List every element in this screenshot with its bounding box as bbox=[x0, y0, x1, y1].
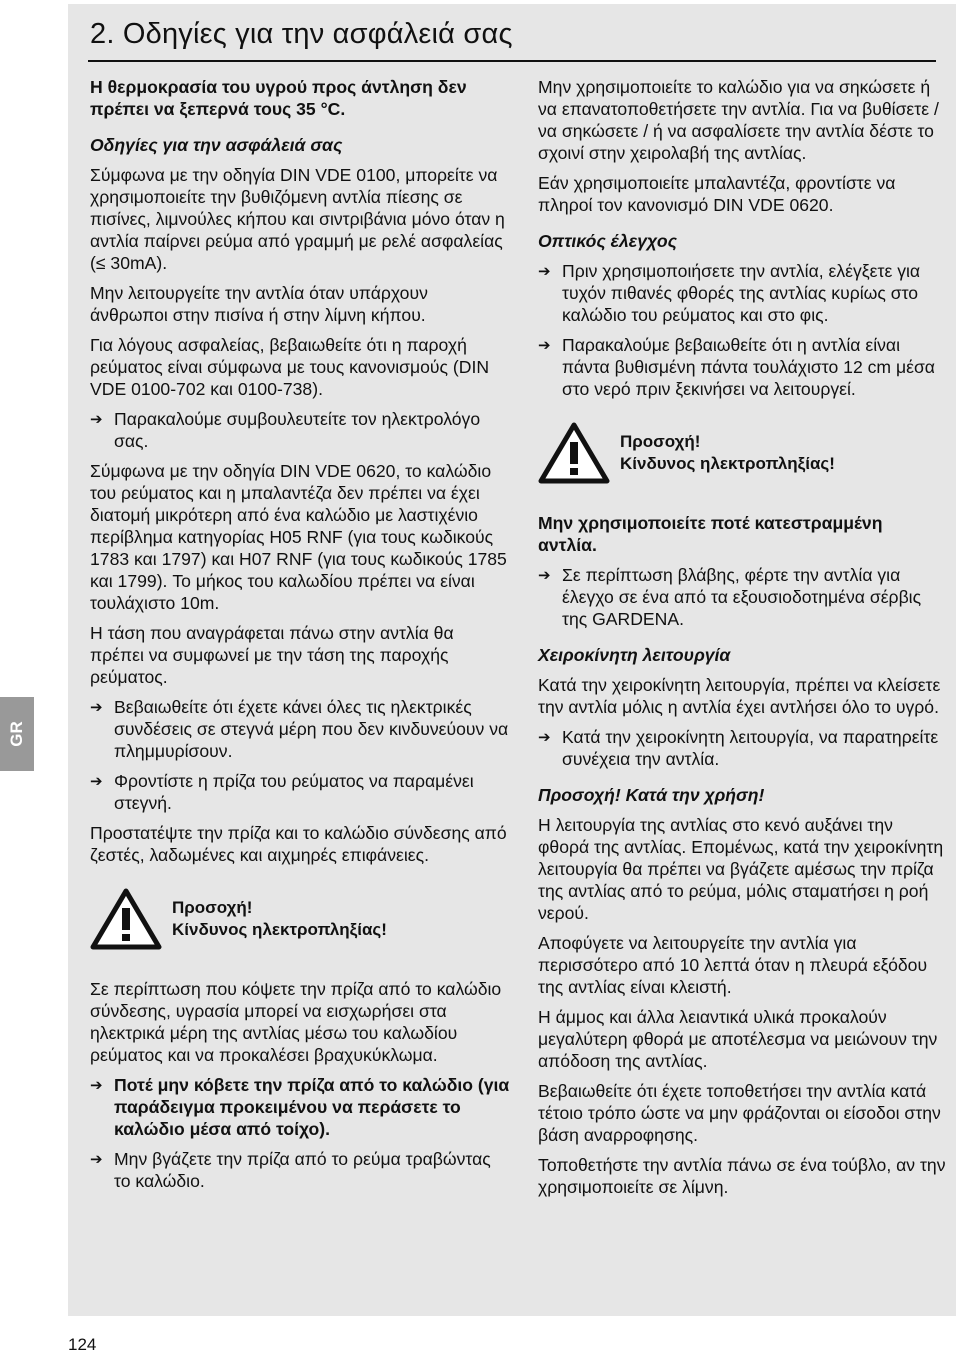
arrow-icon: ➔ bbox=[538, 567, 551, 584]
arrow-item: ➔ Παρακαλούμε βεβαιωθείτε ότι η αντλία είναι πάντα βυθισμένη πάντα τουλάχιστο 12 cm μέσα στο νερό πριν ξεκινήσει να λειτουργεί. bbox=[538, 335, 935, 399]
warning-subtitle: Κίνδυνος ηλεκτροπληξίας! bbox=[172, 920, 387, 939]
paragraph: Για λόγους ασφαλείας, βεβαιωθείτε ότι η παροχή ρεύματος είναι σύμφωνα με τους κανονισμούς (DIN VDE 0100-702 και 0100-738). bbox=[90, 335, 490, 399]
paragraph: Μην χρησιμοποιείτε το καλώδιο για να σηκώσετε ή να επανατοποθετήσετε την αντλία. Για να βυθίσετε / να σηκώσετε / ή να ασφαλίσετε την αντλία δέστε το σχοινί στην χειρολαβή της αντλίας. bbox=[538, 77, 939, 163]
language-tab-label: GR bbox=[7, 721, 26, 747]
arrow-icon: ➔ bbox=[538, 337, 551, 354]
paragraph: Κατά την χειροκίνητη λειτουργία, πρέπει να κλείσετε την αντλία μόλις η αντλία έχει αντλήσει όλο το υγρό. bbox=[538, 675, 941, 717]
warning-subtitle: Κίνδυνος ηλεκτροπληξίας! bbox=[620, 454, 835, 473]
left-column bbox=[90, 76, 510, 1200]
paragraph: Η λειτουργία της αντλίας στο κενό αυξάνει την φθορά της αντλίας. Επομένως, κατά την χειροκίνητη λειτουργία θα πρέπει να βγάζετε αμέσως την πρίζα της αντλίας από το ρεύμα, μόλις σταματήσει η ροή νερού. bbox=[538, 815, 944, 923]
warning-triangle-icon bbox=[538, 422, 610, 484]
arrow-item: ➔ Πριν χρησιμοποιήσετε την αντλία, ελέγξετε για τυχόν πιθανές φθορές της αντλίας κυρίως στο καλώδιο του ρεύματος και στο φις. bbox=[538, 261, 921, 325]
paragraph: Η τάση που αναγράφεται πάνω στην αντλία θα πρέπει να συμφωνεί με την τάση της παροχής ρεύματος. bbox=[90, 623, 454, 687]
arrow-icon: ➔ bbox=[90, 411, 103, 428]
section-heading-caution-use: Προσοχή! Κατά την χρήση! bbox=[538, 785, 765, 805]
warning-block bbox=[538, 422, 946, 484]
section-heading-safety: Οδηγίες για την ασφάλειά σας bbox=[90, 135, 343, 155]
section-heading-manual-operation: Χειροκίνητη λειτουργία bbox=[538, 645, 731, 665]
arrow-item: ➔ Κατά την χειροκίνητη λειτουργία, να παρατηρείτε συνέχεια την αντλία. bbox=[538, 727, 939, 769]
right-column bbox=[538, 76, 946, 1206]
arrow-item: ➔ Ποτέ μην κόβετε την πρίζα από το καλώδιο (για παράδειγμα προκειμένου να περάσετε το καλώδιο μέσα από τοίχο). bbox=[90, 1075, 510, 1139]
arrow-icon: ➔ bbox=[538, 263, 551, 280]
arrow-item: ➔ Βεβαιωθείτε ότι έχετε κάνει όλες τις ηλεκτρικές συνδέσεις σε στεγνά μέρη που δεν κινδυνεύουν να πλημμυρίσουν. bbox=[90, 697, 509, 761]
paragraph: Σύμφωνα με την οδηγία DIN VDE 0100, μπορείτε να χρησιμοποιείτε την βυθιζόμενη αντλία πίεσης σε πισίνες, λιμνούλες κήπου και σιντριβάνια μόνο όταν η αντλία παίρνει ρεύμα από γραμμή με ρελέ ασφαλείας (≤ 30mA). bbox=[90, 165, 505, 273]
page-number: 124 bbox=[68, 1335, 97, 1354]
arrow-item: ➔ Σε περίπτωση βλάβης, φέρτε την αντλία για έλεγχο σε ένα από τα εξουσιοδοτημένα σέρβις της GARDENA. bbox=[538, 565, 922, 629]
warning-title: Προσοχή! bbox=[620, 432, 701, 451]
paragraph: Σε περίπτωση που κόψετε την πρίζα από το καλώδιο σύνδεσης, υγρασία μπορεί να εισχωρήσει στα ηλεκτρικά μέρη της αντλίας μέσω του καλωδίου ρεύματος και να προκαλέσει βραχυκύκλωμα. bbox=[90, 979, 502, 1065]
arrow-item: ➔ Παρακαλούμε συμβουλευτείτε τον ηλεκτρολόγο σας. bbox=[90, 409, 481, 451]
paragraph: Βεβαιωθείτε ότι έχετε τοποθετήσει την αντλία κατά τέτοιο τρόπο ώστε να μην φράζονται οι είσοδοι στην βάση αναρροφησης. bbox=[538, 1081, 941, 1145]
arrow-icon: ➔ bbox=[538, 729, 551, 746]
section-heading-visual-check: Οπτικός έλεγχος bbox=[538, 231, 678, 251]
paragraph: Αποφύγετε να λειτουργείτε την αντλία για περισσότερο από 10 λεπτά όταν η πλευρά εξόδου της αντλίας είναι κλειστή. bbox=[538, 933, 928, 997]
temperature-note: Η θερμοκρασία του υγρού προς άντληση δεν πρέπει να ξεπερνά τους 35 °C. bbox=[90, 77, 467, 119]
arrow-icon: ➔ bbox=[90, 773, 103, 790]
warning-block bbox=[90, 888, 510, 950]
page-title: 2. Οδηγίες για την ασφάλειά σας bbox=[90, 18, 513, 50]
paragraph: Προστατέψτε την πρίζα και το καλώδιο σύνδεσης από ζεστές, λαδωμένες και αιχμηρές επιφάνειες. bbox=[90, 823, 507, 865]
arrow-item: ➔ Φροντίστε η πρίζα του ρεύματος να παραμένει στεγνή. bbox=[90, 771, 474, 813]
warning-triangle-icon bbox=[90, 888, 162, 950]
paragraph: Εάν χρησιμοποιείτε μπαλαντέζα, φροντίστε να πληροί τον κανονισμό DIN VDE 0620. bbox=[538, 173, 896, 215]
damaged-pump-note: Μην χρησιμοποιείτε ποτέ κατεστραμμένη αντλία. bbox=[538, 513, 883, 555]
warning-title: Προσοχή! bbox=[172, 898, 253, 917]
arrow-item: ➔ Μην βγάζετε την πρίζα από το ρεύμα τραβώντας το καλώδιο. bbox=[90, 1149, 491, 1191]
arrow-icon: ➔ bbox=[90, 699, 103, 716]
paragraph: Σύμφωνα με την οδηγία DIN VDE 0620, το καλώδιο του ρεύματος και η μπαλαντέζα δεν πρέπει να έχει διατομή μικρότερη από ένα καλώδιο με λαστιχένιο περίβλημα κατηγορίας H05 RNF (για τους κωδικούς 1783 και 1797) και H07 RNF (για τους κωδικούς 1785 και 1799). Το μήκος του καλωδίου πρέπει να είναι τουλάχιστο 10m. bbox=[90, 461, 507, 613]
language-tab bbox=[0, 697, 34, 771]
arrow-icon: ➔ bbox=[90, 1077, 103, 1094]
arrow-icon: ➔ bbox=[90, 1151, 103, 1168]
paragraph: Η άμμος και άλλα λειαντικά υλικά προκαλούν μεγαλύτερη φθορά με αποτέλεσμα να μειώνουν την απόδοση της αντλίας. bbox=[538, 1007, 938, 1071]
paragraph: Τοποθετήστε την αντλία πάνω σε ένα τούβλο, αν την χρησιμοποιείτε σε λίμνη. bbox=[538, 1155, 946, 1197]
title-rule bbox=[88, 60, 936, 62]
paragraph: Μην λειτουργείτε την αντλία όταν υπάρχουν άνθρωποι στην πισίνα ή στην λίμνη κήπου. bbox=[90, 283, 428, 325]
